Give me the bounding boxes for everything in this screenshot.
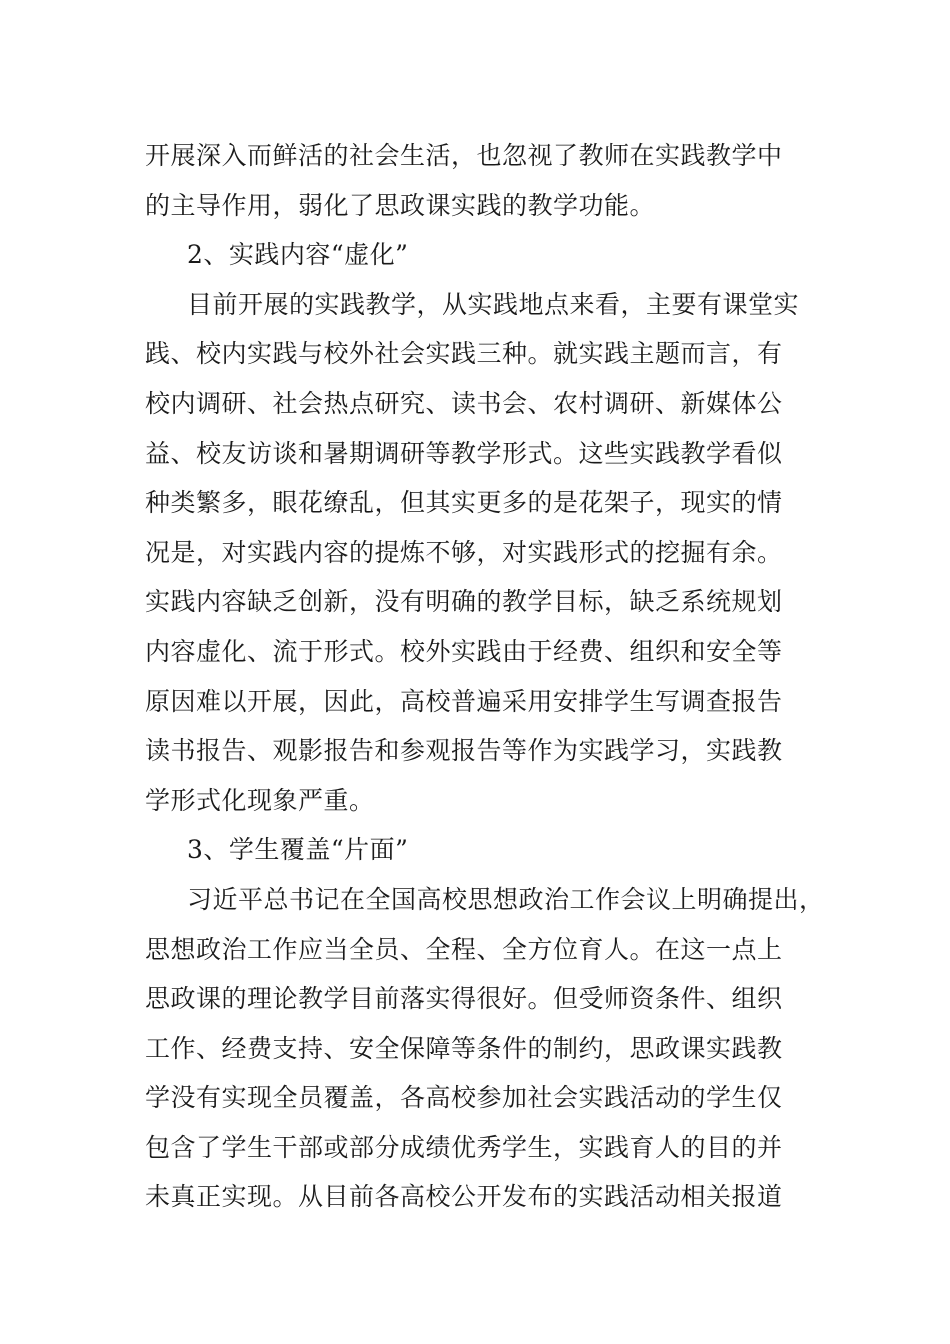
text-line: 学没有实现全员覆盖，各高校参加社会实践活动的学生仅 xyxy=(145,1083,783,1113)
text-line: 未真正实现。从目前各高校公开发布的实践活动相关报道 xyxy=(145,1182,783,1212)
text-line: 目前开展的实践教学，从实践地点来看，主要有课堂实 xyxy=(187,289,800,319)
text-line: 学形式化现象严重。 xyxy=(145,785,375,815)
text-line: 实践内容缺乏创新，没有明确的教学目标，缺乏系统规划 xyxy=(145,587,783,617)
text-line: 工作、经费支持、安全保障等条件的制约，思政课实践教 xyxy=(145,1033,783,1063)
text-line: 思政课的理论教学目前落实得很好。但受师资条件、组织 xyxy=(145,984,783,1014)
text-line: 习近平总书记在全国高校思想政治工作会议上明确提出， xyxy=(187,884,825,914)
body-text xyxy=(145,131,825,1222)
text-line: 内容虚化、流于形式。校外实践由于经费、组织和安全等 xyxy=(145,636,783,666)
text-line: 读书报告、观影报告和参观报告等作为实践学习，实践教 xyxy=(145,736,783,766)
text-line: 开展深入而鲜活的社会生活，也忽视了教师在实践教学中 xyxy=(145,141,783,170)
text-line: 包含了学生干部或部分成绩优秀学生，实践育人的目的并 xyxy=(145,1132,783,1162)
text-line: 况是，对实践内容的提炼不够，对实践形式的挖掘有余。 xyxy=(145,537,783,567)
text-line: 践、校内实践与校外社会实践三种。就实践主题而言，有 xyxy=(145,339,783,369)
text-line: 校内调研、社会热点研究、读书会、农村调研、新媒体公 xyxy=(145,388,783,418)
section-heading: 2、实践内容“虚化” xyxy=(187,240,409,270)
section-heading: 3、学生覆盖“片面” xyxy=(187,835,409,865)
text-line: 的主导作用，弱化了思政课实践的教学功能。 xyxy=(145,190,656,220)
text-line: 原因难以开展，因此，高校普遍采用安排学生写调查报告 xyxy=(145,686,783,716)
text-line: 种类繁多，眼花缭乱，但其实更多的是花架子，现实的情 xyxy=(145,488,783,518)
text-line: 益、校友访谈和暑期调研等教学形式。这些实践教学看似 xyxy=(145,438,783,468)
text-line: 思想政治工作应当全员、全程、全方位育人。在这一点上 xyxy=(145,934,783,964)
